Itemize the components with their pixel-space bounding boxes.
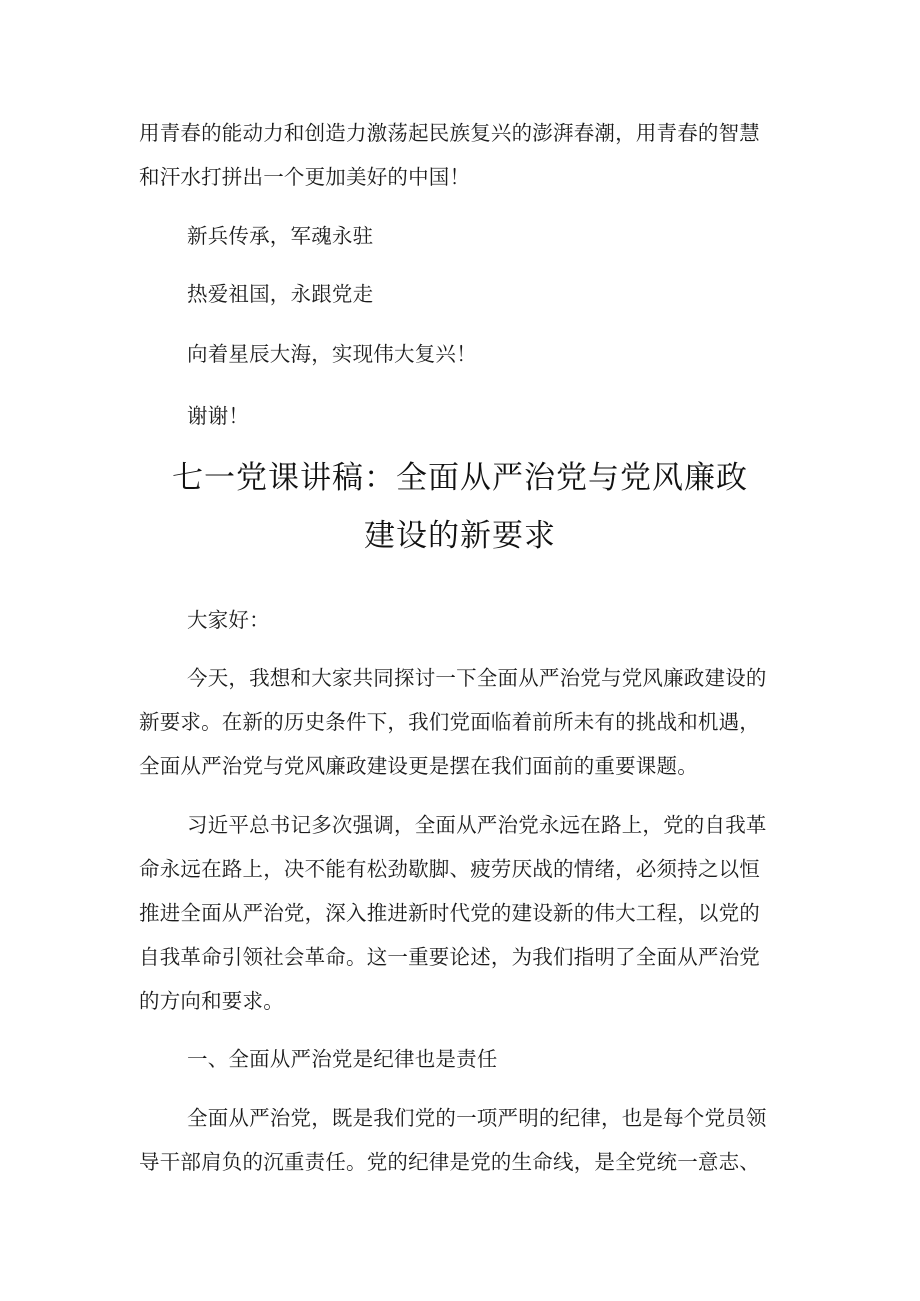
paragraph2-line-1: 习近平总书记多次强调，全面从严治党永远在路上，党的自我革 — [187, 813, 767, 837]
paragraph2-line-3: 推进全面从严治党，深入推进新时代党的建设新的伟大工程，以党的 — [139, 901, 760, 925]
paragraph1-line-1: 今天，我想和大家共同探讨一下全面从严治党与党风廉政建设的 — [187, 666, 767, 690]
intro-line-1: 用青春的能动力和创造力激荡起民族复兴的澎湃春潮，用青春的智慧 — [139, 121, 760, 145]
paragraph2-line-4: 自我革命引领社会革命。这一重要论述，为我们指明了全面从严治党 — [139, 945, 760, 969]
paragraph1-line-2: 新要求。在新的历史条件下，我们党面临着前所未有的挑战和机遇， — [139, 710, 760, 734]
intro-line-2: 和汗水打拼出一个更加美好的中国！ — [139, 165, 471, 189]
speech-title-line-2: 建设的新要求 — [364, 518, 556, 554]
slogan-line-1: 新兵传承，军魂永驻 — [187, 224, 374, 248]
paragraph3-line-1: 全面从严治党，既是我们党的一项严明的纪律，也是每个党员领 — [187, 1106, 767, 1130]
paragraph2-line-5: 的方向和要求。 — [139, 989, 284, 1013]
greeting: 大家好： — [187, 608, 270, 632]
speech-title-line-1: 七一党课讲稿：全面从严治党与党风廉政 — [172, 460, 748, 496]
slogan-line-3: 向着星辰大海，实现伟大复兴！ — [187, 342, 477, 366]
paragraph3-line-2: 导干部肩负的沉重责任。党的纪律是党的生命线，是全党统一意志、 — [139, 1150, 760, 1174]
thanks-text: 谢谢！ — [187, 404, 250, 428]
slogan-line-2: 热爱祖国，永跟党走 — [187, 282, 374, 306]
paragraph2-line-2: 命永远在路上，决不能有松劲歇脚、疲劳厌战的情绪，必须持之以恒 — [139, 857, 760, 881]
section1-heading: 一、全面从严治党是纪律也是责任 — [187, 1047, 498, 1071]
paragraph1-line-3: 全面从严治党与党风廉政建设更是摆在我们面前的重要课题。 — [139, 754, 698, 778]
